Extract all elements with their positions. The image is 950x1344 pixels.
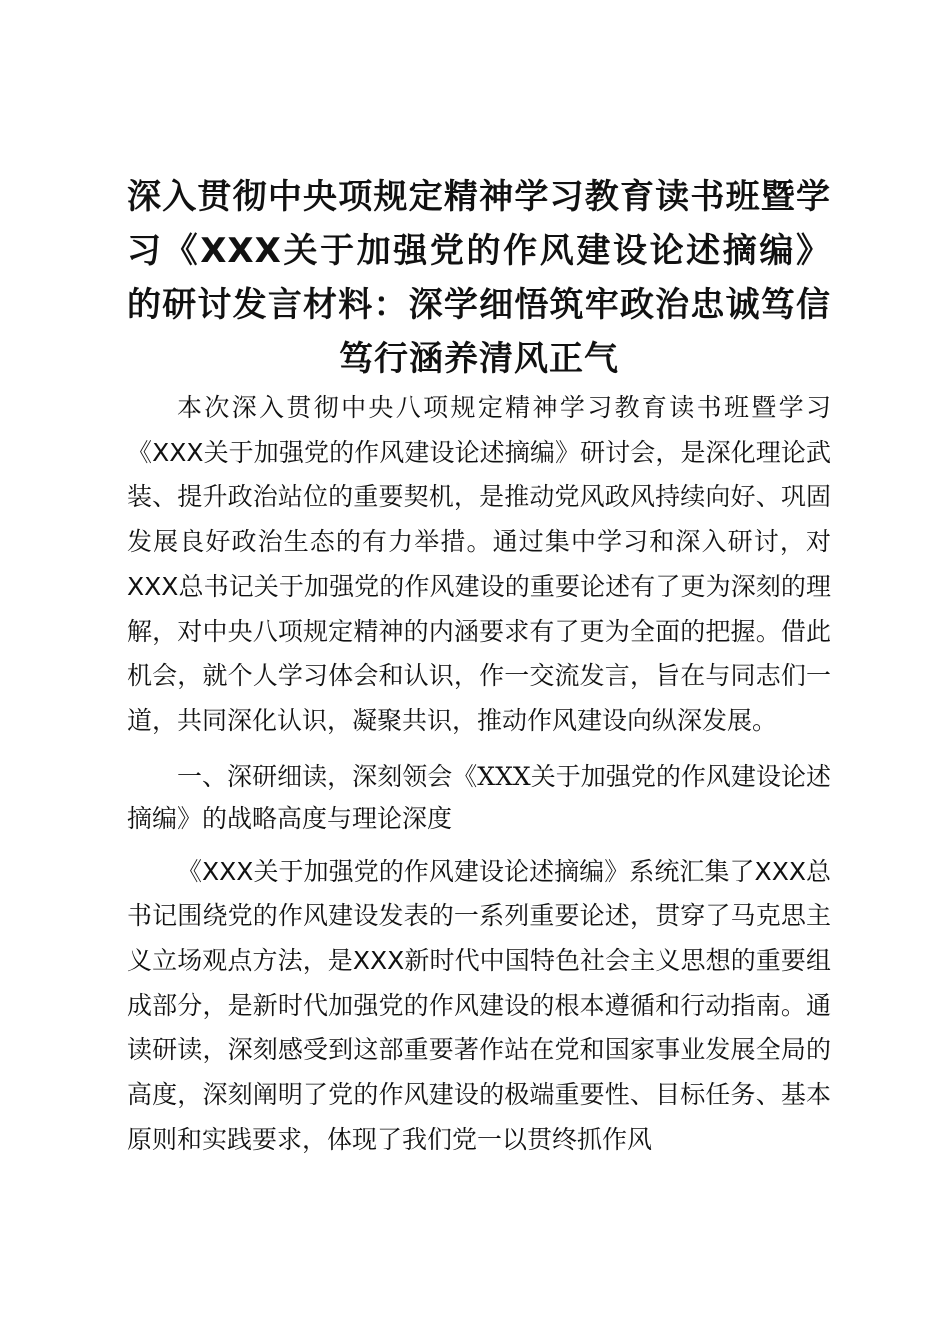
document-page [127, 170, 831, 1163]
body-paragraph: 《XXX关于加强党的作风建设论述摘编》系统汇集了XXX总书记围绕党的作风建设发表的一系列重要论述，贯穿了马克思主义立场观点方法，是XXX新时代中国特色社会主义思想的重要组成部分，是新时代加强党的作风建设的根本遵循和行动指南。通读研读，深刻感受到这部重要著作站在党和国家事业发展全局的高度，深刻阐明了党的作风建设的极端重要性、目标任务、基本原则和实践要求，体现了我们党一以贯终抓作风 [127, 856, 831, 1154]
section-heading: 一、深研细读，深刻领会《XXX关于加强党的作风建设论述摘编》的战略高度与理论深度 [127, 761, 831, 833]
document-title: 深入贯彻中央项规定精神学习教育读书班暨学习《XXX关于加强党的作风建设论述摘编》的研讨发言材料：深学细悟筑牢政治忠诚笃信笃行涵养清风正气 [127, 177, 831, 379]
intro-paragraph: 本次深入贯彻中央八项规定精神学习教育读书班暨学习《XXX关于加强党的作风建设论述摘编》研讨会，是深化理论武装、提升政治站位的重要契机，是推动党风政风持续向好、巩固发展良好政治生态的有力举措。通过集中学习和深入研讨，对XXX总书记关于加强党的作风建设的重要论述有了更为深刻的理解，对中央八项规定精神的内涵要求有了更为全面的把握。借此机会，就个人学习体会和认识，作一交流发言，旨在与同志们一道，共同深化认识，凝聚共识，推动作风建设向纵深发展。 [127, 393, 831, 735]
